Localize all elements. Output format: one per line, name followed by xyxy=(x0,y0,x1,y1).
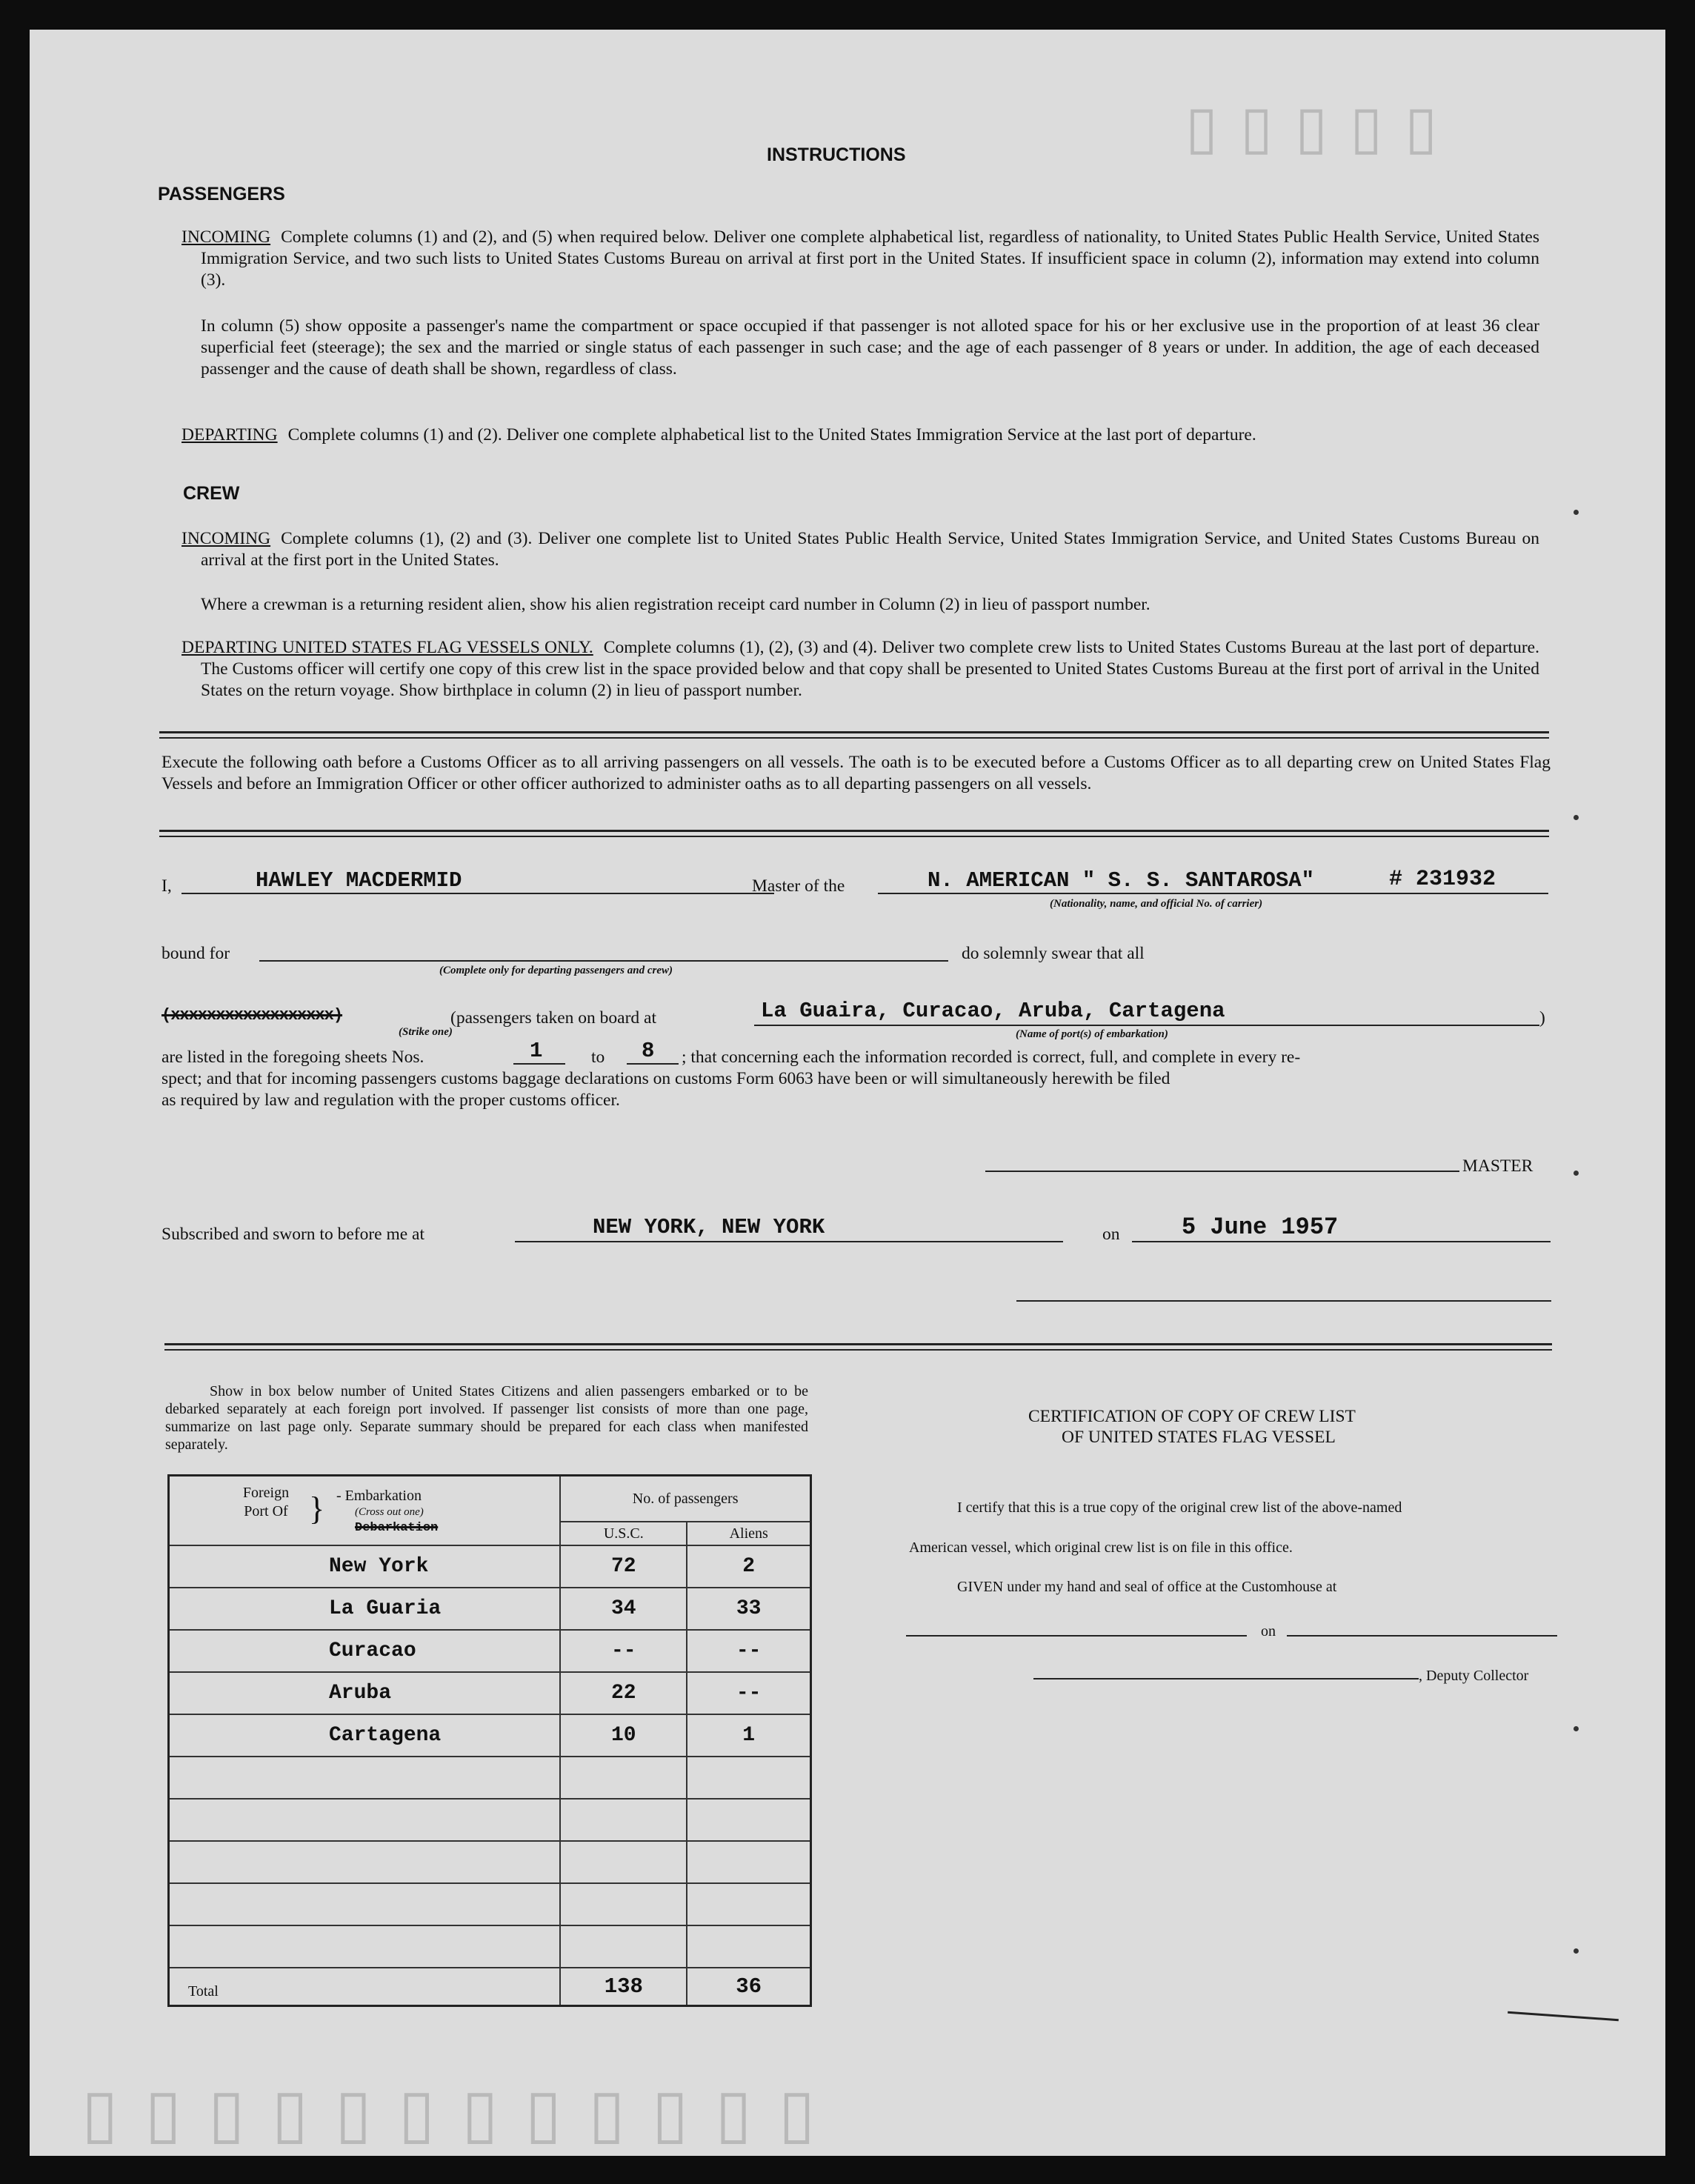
crew-incoming-paragraph xyxy=(182,528,1539,571)
double-rule-bottom xyxy=(164,1343,1552,1345)
sworn-on-label: on xyxy=(1102,1225,1120,1244)
master-of-label: Master of the xyxy=(752,876,845,896)
usc-header: U.S.C. xyxy=(560,1522,687,1545)
carrier-caption: (Nationality, name, and official No. of carrier) xyxy=(1050,898,1263,910)
usc-cell xyxy=(560,1841,687,1883)
bound-for-caption: (Complete only for departing passengers and crew) xyxy=(439,965,673,976)
port-cell: Aruba xyxy=(169,1672,561,1714)
passengers-incoming-label: INCOMING xyxy=(182,227,271,247)
sheet-to: 8 xyxy=(642,1039,655,1063)
to-label: to xyxy=(591,1048,605,1067)
passengers-heading: PASSENGERS xyxy=(158,184,285,204)
passengers-incoming-text: Complete columns (1) and (2), and (5) when required below. Deliver one complete alphabetical list, regardless of nationality, to United States Public Health Service, United States Immigration Service, and two such lists to United States Customs Bureau on arrival at first port in the United States. If insufficient space in column (2), information may extend into column (3). xyxy=(201,227,1539,290)
closing-paren: ) xyxy=(1539,1008,1545,1028)
oath-i-label: I, xyxy=(161,876,172,896)
passengers-incoming-paragraph xyxy=(182,227,1539,291)
embarkation-label: - Embarkation xyxy=(336,1488,422,1504)
usc-cell xyxy=(560,1799,687,1841)
total-label: Total xyxy=(169,1968,561,2006)
table-row xyxy=(169,1841,811,1883)
crew-heading: CREW xyxy=(183,483,240,504)
passengers-departing-label: DEPARTING xyxy=(182,425,278,445)
listed-label: are listed in the foregoing sheets Nos. xyxy=(161,1048,424,1067)
subscribed-label: Subscribed and sworn to before me at xyxy=(161,1225,425,1244)
crew-incoming-label: INCOMING xyxy=(182,529,271,548)
usc-cell: 22 xyxy=(560,1672,687,1714)
officer-signature-line xyxy=(1016,1300,1551,1302)
port-cell: Curacao xyxy=(169,1630,561,1672)
passengers-departing-paragraph xyxy=(182,425,1539,446)
no-of-passengers-header: No. of passengers xyxy=(560,1476,810,1522)
port-cell: La Guaria xyxy=(169,1588,561,1630)
aliens-cell: 1 xyxy=(687,1714,810,1757)
crew-incoming-text: Complete columns (1), (2) and (3). Deliver one complete list to United States Public Health Service, United States Immigration Service, and United States Customs Bureau on arrival at the first port in the United States. xyxy=(201,529,1539,570)
master-name: HAWLEY MACDERMID xyxy=(256,868,462,893)
aliens-cell xyxy=(687,1883,810,1925)
usc-cell xyxy=(560,1757,687,1799)
taken-on-board-label: (passengers taken on board at xyxy=(450,1008,656,1028)
port-cell: Cartagena xyxy=(169,1714,561,1757)
foreign-port-of-label: Foreign Port Of xyxy=(242,1485,290,1519)
brace-icon: } xyxy=(309,1491,325,1527)
port-cell xyxy=(169,1883,561,1925)
passengers-departing-text: Complete columns (1) and (2). Deliver one complete alphabetical list to the United States Immigration Service at the last port of departure. xyxy=(287,425,1256,445)
usc-cell: 34 xyxy=(560,1588,687,1630)
double-rule-top xyxy=(159,731,1549,733)
deputy-collector-label: , Deputy Collector xyxy=(1419,1668,1529,1684)
listed-text-1: ; that concerning each the information recorded is correct, full, and complete in every re- xyxy=(682,1048,1301,1067)
master-name-line xyxy=(182,893,774,894)
port-cell xyxy=(169,1799,561,1841)
usc-cell xyxy=(560,1925,687,1968)
table-row xyxy=(169,1799,811,1841)
aliens-cell: 33 xyxy=(687,1588,810,1630)
oath-intro-paragraph: Execute the following oath before a Customs Officer as to all arriving passengers on all vessels. The oath is to be executed before a Customs Officer as to all departing crew on United States Flag Vessels and before an Immigration Officer or other officer authorized to administer oaths as to all departing passengers on all vessels. xyxy=(161,753,1551,793)
official-number: # 231932 xyxy=(1389,867,1496,892)
total-aliens: 36 xyxy=(687,1968,810,2006)
port-header-cell xyxy=(169,1476,561,1545)
usc-cell: -- xyxy=(560,1630,687,1672)
aliens-cell xyxy=(687,1925,810,1968)
double-rule-top-2 xyxy=(159,737,1549,739)
cross-out-caption: (Cross out one) xyxy=(355,1506,424,1518)
carrier-line xyxy=(878,893,1548,894)
swear-text: do solemnly swear that all xyxy=(962,944,1145,963)
table-row xyxy=(169,1757,811,1799)
cert-place-line xyxy=(906,1635,1247,1637)
port-cell xyxy=(169,1925,561,1968)
aliens-cell: -- xyxy=(687,1672,810,1714)
bleed-through-mark-bottom: ▯▯▯▯▯▯▯▯▯▯▯▯ xyxy=(81,2077,842,2151)
crew-departing-text: Complete columns (1), (2), (3) and (4). Deliver two complete crew lists to United States Customs Bureau at the last port of departure. The Customs officer will certify one copy of this crew list in the space provided below and that copy shall be presented to United States Customs Bureau at the first port of arrival in the United States on the return voyage. Show birthplace in column (2) in lieu of passport number. xyxy=(201,638,1539,700)
carrier-name: N. AMERICAN " S. S. SANTAROSA" xyxy=(928,868,1315,893)
crew-departing-paragraph xyxy=(182,637,1539,702)
aliens-cell xyxy=(687,1841,810,1883)
ports-line xyxy=(754,1025,1539,1026)
cert-on-label: on xyxy=(1261,1623,1276,1639)
port-cell xyxy=(169,1841,561,1883)
master-signature-line xyxy=(985,1171,1459,1172)
double-rule-mid xyxy=(159,830,1549,832)
passenger-summary-table xyxy=(167,1474,812,2007)
document-page xyxy=(30,30,1665,2156)
summary-note: Show in box below number of United States Citizens and alien passengers embarked or to be debarked separately at each foreign port involved. If passenger list consists of more than one page, summarize on last page only. Separate summary should be prepared for each class when manifested separately. xyxy=(165,1383,808,1453)
crew-departing-label: DEPARTING UNITED STATES FLAG VESSELS ONLY. xyxy=(182,638,593,657)
table-row xyxy=(169,1714,811,1757)
aliens-cell: 2 xyxy=(687,1545,810,1588)
sheet-from-line xyxy=(513,1063,565,1065)
bound-for-line xyxy=(259,960,948,962)
cert-text-2: American vessel, which original crew list is on file in this office. xyxy=(909,1539,1293,1556)
double-rule-mid-2 xyxy=(159,836,1549,837)
sheet-from: 1 xyxy=(530,1039,543,1063)
double-rule-bottom-2 xyxy=(164,1349,1552,1351)
aliens-cell: -- xyxy=(687,1630,810,1672)
usc-cell xyxy=(560,1883,687,1925)
sheet-to-line xyxy=(627,1063,679,1065)
ports-caption: (Name of port(s) of embarkation) xyxy=(1016,1028,1168,1040)
aliens-cell xyxy=(687,1799,810,1841)
usc-cell: 72 xyxy=(560,1545,687,1588)
cert-title-1: CERTIFICATION OF COPY OF CREW LIST xyxy=(1028,1407,1356,1426)
sworn-date: 5 June 1957 xyxy=(1182,1213,1339,1241)
struck-crew-text: (xxxxxxxxxxxxxxxxxx) xyxy=(161,1006,343,1025)
port-cell xyxy=(169,1757,561,1799)
aliens-cell xyxy=(687,1757,810,1799)
table-row xyxy=(169,1672,811,1714)
margin-mark xyxy=(1574,1948,1579,1954)
cert-title-2: OF UNITED STATES FLAG VESSEL xyxy=(1062,1428,1336,1447)
usc-cell: 10 xyxy=(560,1714,687,1757)
debarkation-struck: Debarkation xyxy=(355,1521,439,1535)
margin-mark xyxy=(1574,1171,1579,1176)
table-row xyxy=(169,1545,811,1588)
table-row xyxy=(169,1883,811,1925)
table-row xyxy=(169,1630,811,1672)
table-row xyxy=(169,1925,811,1968)
cert-text-3: GIVEN under my hand and seal of office at the Customhouse at xyxy=(957,1579,1337,1595)
margin-mark xyxy=(1574,1726,1579,1731)
cert-date-line xyxy=(1287,1635,1557,1637)
listed-text-2: spect; and that for incoming passengers customs baggage declarations on customs Form 6063 have been or will simultaneously herewith be filed xyxy=(161,1069,1170,1088)
margin-mark xyxy=(1574,510,1579,515)
sworn-date-line xyxy=(1132,1241,1551,1242)
port-cell: New York xyxy=(169,1545,561,1588)
listed-text-3: as required by law and regulation with the proper customs officer. xyxy=(161,1091,620,1110)
deputy-signature-line xyxy=(1033,1678,1419,1679)
cert-text-1: I certify that this is a true copy of the original crew list of the above-named xyxy=(957,1499,1402,1516)
bound-for-label: bound for xyxy=(161,944,230,963)
strike-caption: (Strike one) xyxy=(399,1026,453,1038)
embarkation-ports: La Guaira, Curacao, Aruba, Cartagena xyxy=(761,999,1225,1023)
crewman-paragraph: Where a crewman is a returning resident alien, show his alien registration receipt card number in Column (2) in lieu of passport number. xyxy=(201,595,1150,614)
table-row xyxy=(169,1588,811,1630)
sworn-place-line xyxy=(515,1241,1063,1242)
column5-paragraph: In column (5) show opposite a passenger's name the compartment or space occupied if that passenger is not alloted space for his or her exclusive use in the proportion of at least 36 clear superficial feet (steerage); the sex and the married or single status of each passenger in such case; and the age of each passenger of 8 years or under. In addition, the age of each deceased passenger and the cause of death shall be shown, regardless of class. xyxy=(201,316,1539,379)
sworn-place: NEW YORK, NEW YORK xyxy=(593,1215,825,1239)
bleed-through-mark: ▯▯▯▯▯ xyxy=(1185,94,1460,160)
total-row xyxy=(169,1968,811,2006)
aliens-header: Aliens xyxy=(687,1522,810,1545)
total-usc: 138 xyxy=(560,1968,687,2006)
margin-mark xyxy=(1574,815,1579,820)
pen-stroke xyxy=(1508,2011,1619,2021)
page-title: INSTRUCTIONS xyxy=(767,144,906,165)
master-label: MASTER xyxy=(1462,1156,1534,1176)
